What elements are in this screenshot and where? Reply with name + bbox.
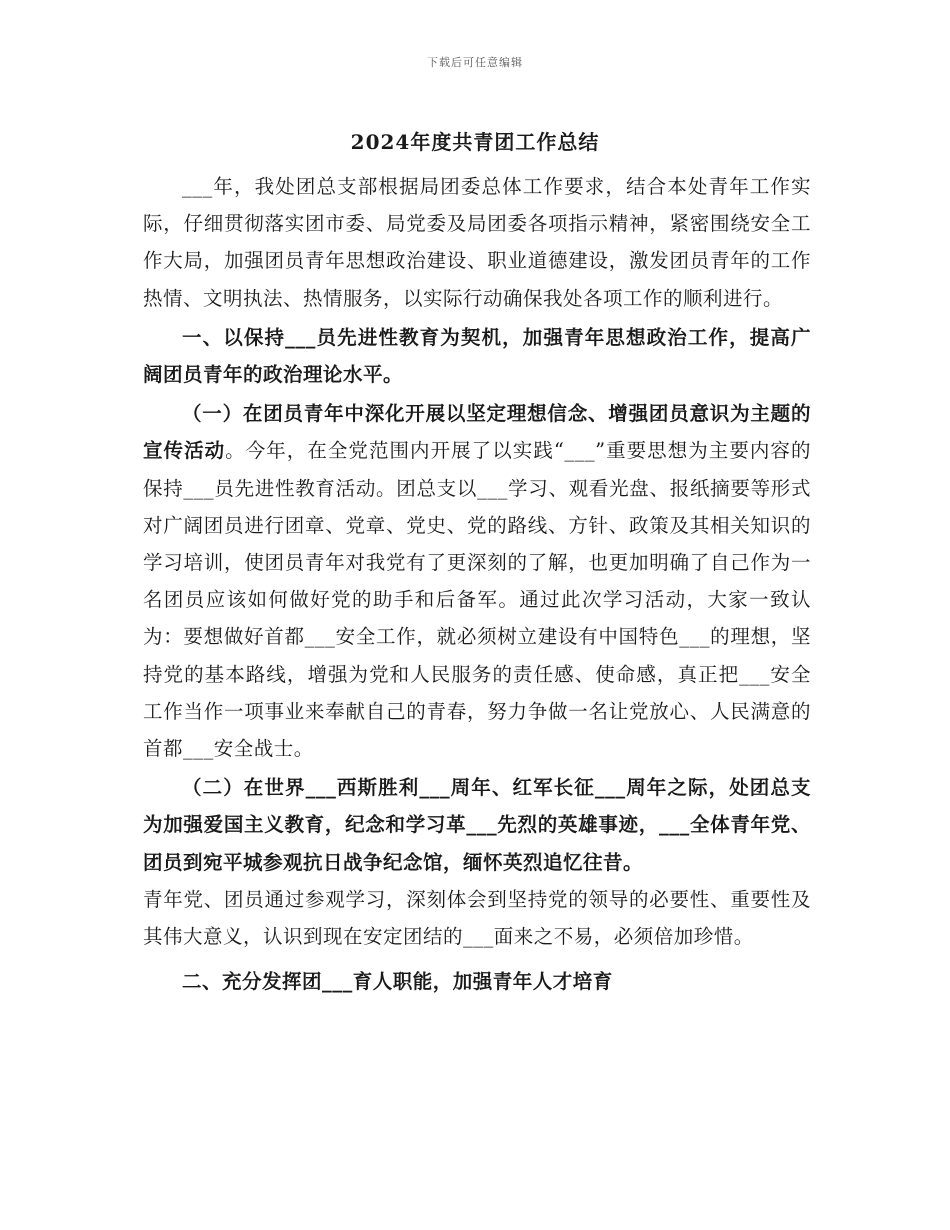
section-1-heading: 一、以保持___员先进性教育为契机，加强青年思想政治工作，提高广阔团员青年的政治理论水平。 xyxy=(143,325,811,387)
item-1-paragraph xyxy=(143,395,811,767)
section-2-heading: 二、充分发挥团___育人职能，加强青年人才培育 xyxy=(182,970,613,994)
item-2-body: 青年党、团员通过参观学习，深刻体会到坚持党的领导的必要性、重要性及其伟大意义，认识到现在安定团结的___面来之不易，必须倍加珍惜。 xyxy=(143,887,811,949)
header-note: 下载后可任意编辑 xyxy=(427,56,523,69)
document-title: 2024年度共青团工作总结 xyxy=(350,130,600,154)
item-1-body: 。今年，在全党范围内开展了以实践“___”重要思想为主要内容的保持___员先进性教育活动。团总支以___学习、观看光盘、报纸摘要等形式对广阔团员进行团章、党章、党史、党的路线、方针、政策及其相关知识的学习培训，使团员青年对我党有了更深刻的了解，也更加明确了自己作为一名团员应该如何做好党的助手和后备军。通过此次学习活动，大家一致认为：要想做好首都___安全工作，就必须树立建设有中国特色___的理想，坚持党的基本路线，增强为党和人民服务的责任感、使命感，真正把___安全工作当作一项事业来奉献自己的青春，努力争做一名让党放心、人民满意的首都___安全战士。 xyxy=(143,439,811,761)
document-body xyxy=(143,168,811,1000)
item-2-lead: （二）在世界___西斯胜利___周年、红军长征___周年之际，处团总支为加强爱国主义教育，纪念和学习革___先烈的英雄事迹，___全体青年党、团员到宛平城参观抗日战争纪念馆，缅怀英烈追忆往昔。 xyxy=(143,776,811,874)
item-1-lead: （一）在团员青年中深化开展以坚定理想信念、增强团员意识为主题的宣传活动 xyxy=(143,402,811,463)
intro-paragraph: ___年，我处团总支部根据局团委总体工作要求，结合本处青年工作实际，仔细贯彻落实团市委、局党委及局团委各项指示精神，紧密围绕安全工作大局，加强团员青年思想政治建设、职业道德建设，激发团员青年的工作热情、文明执法、热情服务，以实际行动确保我处各项工作的顺利进行。 xyxy=(143,175,811,310)
